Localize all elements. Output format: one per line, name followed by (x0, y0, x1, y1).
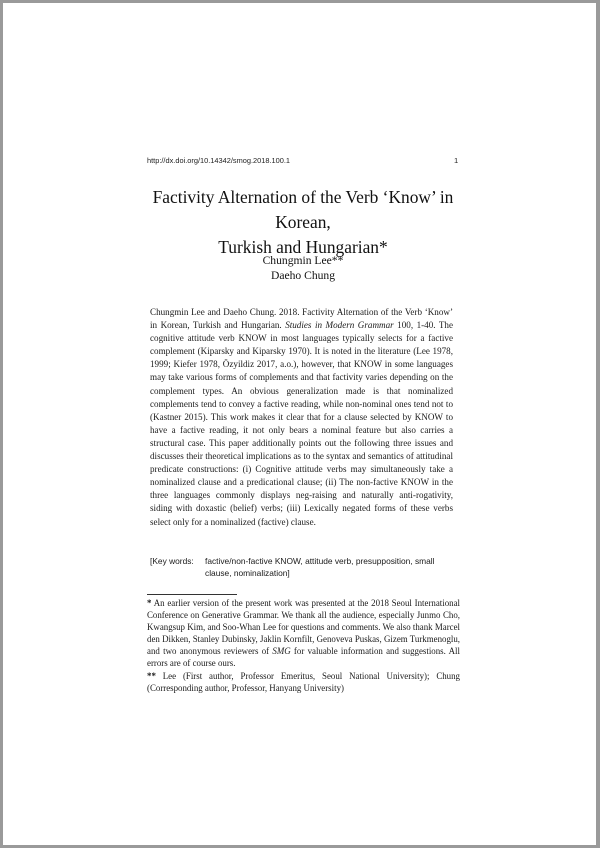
author-1: Chungmin Lee** (262, 254, 344, 267)
doi-link[interactable]: http://dx.doi.org/10.14342/smog.2018.100.1 (147, 156, 290, 165)
author-2: Daeho Chung (270, 269, 336, 282)
keywords (150, 555, 460, 580)
abstract (150, 306, 453, 529)
abstract-paragraph (150, 306, 453, 529)
footnote-1-mark: * (147, 598, 152, 608)
title-line-2: Turkish and Hungarian* (218, 237, 388, 257)
citation-prefix: Chungmin Lee and Daeho Chung. 2018. Factivity Alternation of the Verb ‘Know’ in Korean, Turkish and Hungarian. (150, 307, 453, 331)
footnote-2 (147, 670, 460, 694)
footnote-1-journal: SMG (272, 646, 291, 656)
page-number: 1 (454, 156, 459, 165)
footnote-1-text-post: for valuable information and suggestions. All errors are of course ours. (147, 646, 460, 668)
footnote-divider (147, 594, 237, 595)
citation-suffix: 100, 1-40. (393, 320, 439, 331)
footnote-1-text-pre: An earlier version of the present work was presented at the 2018 Seoul International Conference on Generative Grammar. We thank all the audience, especially Junmo Cho, Kwangsup Kim, and Soo-Whan Lee for questions and comments. We also thank Marcel den Dikken, Stanley Dubinsky, Jaklin Kornfilt, Genoveva Puskas, Gizem Turkmenoglu, and two anonymous reviewers of (147, 598, 460, 656)
paper-page (3, 3, 596, 845)
abstract-body: The cognitive attitude verb KNOW in most languages typically selects for a factive complement (Kiparsky and Kiparsky 1970). It is noted in the literature (Lee 1978, 1999; Kiefer 1978, Özyildiz 2017, a.o.), however, that KNOW in some languages may take various forms of complements and that factivity varies depending on the complement types. An obvious generalization made is that nominalized complements tend to convey a factive reading, while non-nominal ones tend not to (Kastner 2015). This work makes it clear that for a clause selected by KNOW to have a factive reading, it not only bears a nominal feature but also carries a structural case. This paper additionally points out the following three issues and discusses their theoretical implications as to the syntax and semantics of attitudinal predicate constructions: (i) Cognitive attitude verbs may simultaneously take a nominalized clause and a predicational clause; (ii) The non-factive KNOW in the three languages commonly displays neg-raising and naturally anti-rogativity, siding with doxastic (belief) verbs; (iii) Lexically negated forms of these verbs select only for a nominalized (factive) clause. (150, 320, 454, 527)
keywords-text: factive/non-factive KNOW, attitude verb, presupposition, small clause, nominalization] (205, 556, 435, 579)
footnote-2-text: Lee (First author, Professor Emeritus, Seoul National University); Chung (Corresponding author, Professor, Hanyang University) (147, 671, 460, 693)
keywords-label: [Key words: (150, 556, 194, 566)
footnote-1 (147, 597, 460, 669)
paper-title (123, 185, 483, 260)
journal-name: Studies in Modern Grammar (285, 320, 394, 331)
title-line-1: Factivity Alternation of the Verb ‘Know’ in Korean, (152, 187, 454, 232)
footnote-2-mark: ** (147, 671, 156, 681)
